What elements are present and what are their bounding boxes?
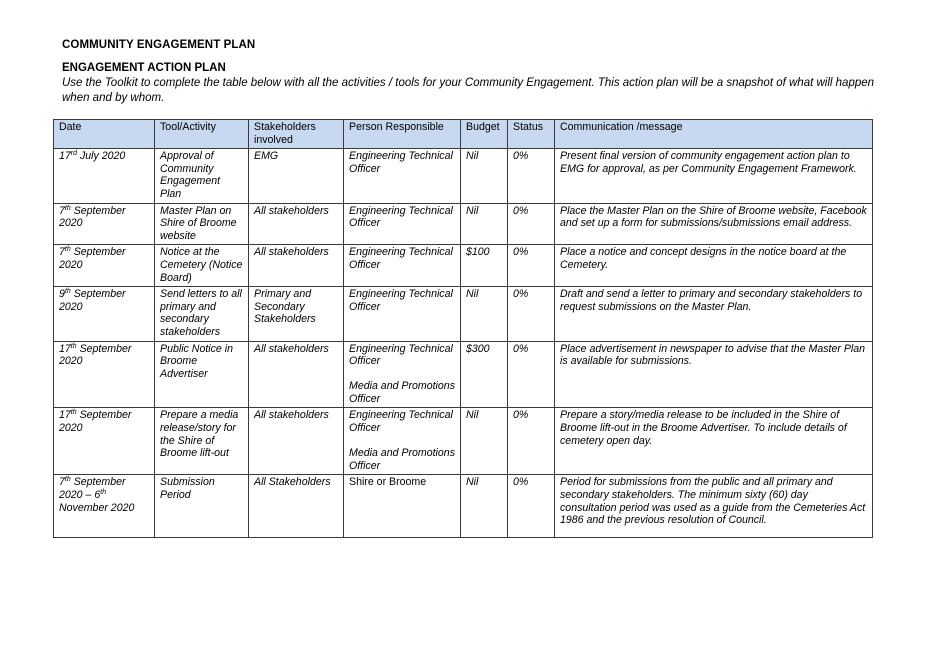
section-title: ENGAGEMENT ACTION PLAN: [62, 62, 226, 74]
table-row: [54, 245, 873, 287]
cell-date: 7th September 2020 – 6th November 2020: [54, 475, 155, 538]
cell-stakeholders: All stakeholders: [249, 245, 344, 287]
cell-budget: Nil: [461, 203, 508, 245]
cell-person: Engineering Technical Officer Media and Promotions Officer: [344, 408, 461, 475]
table-row: [54, 408, 873, 475]
cell-status: 0%: [508, 203, 555, 245]
cell-date: 9th September 2020: [54, 287, 155, 341]
cell-budget: Nil: [461, 149, 508, 203]
cell-date: 17th September 2020: [54, 408, 155, 475]
header-budget: Budget: [461, 120, 508, 149]
cell-person: Engineering Technical Officer Media and Promotions Officer: [344, 341, 461, 408]
header-communication: Communication /message: [555, 120, 873, 149]
table-row: [54, 475, 873, 538]
cell-status: 0%: [508, 341, 555, 408]
cell-tool: Prepare a media release/story for the Shire of Broome lift-out: [155, 408, 249, 475]
cell-tool: Master Plan on Shire of Broome website: [155, 203, 249, 245]
cell-status: 0%: [508, 408, 555, 475]
cell-person: Engineering Technical Officer: [344, 203, 461, 245]
cell-message: Place the Master Plan on the Shire of Broome website, Facebook and set up a form for submissions/submissions email address.: [555, 203, 873, 245]
cell-person: Engineering Technical Officer: [344, 245, 461, 287]
header-tool-activity: Tool/Activity: [155, 120, 249, 149]
table-row: [54, 341, 873, 408]
cell-tool: Public Notice in Broome Advertiser: [155, 341, 249, 408]
cell-tool: Send letters to all primary and secondary stakeholders: [155, 287, 249, 341]
cell-budget: $300: [461, 341, 508, 408]
header-status: Status: [508, 120, 555, 149]
cell-message: Prepare a story/media release to be included in the Shire of Broome lift-out in the Broome Advertiser. To include details of cemetery open day.: [555, 408, 873, 475]
cell-stakeholders: EMG: [249, 149, 344, 203]
cell-stakeholders: All stakeholders: [249, 341, 344, 408]
table-row: [54, 203, 873, 245]
cell-tool: Notice at the Cemetery (Notice Board): [155, 245, 249, 287]
cell-date: 17th September 2020: [54, 341, 155, 408]
header-stakeholders: Stakeholders involved: [249, 120, 344, 149]
cell-tool: Submission Period: [155, 475, 249, 538]
cell-budget: Nil: [461, 475, 508, 538]
cell-date: 7th September 2020: [54, 203, 155, 245]
cell-stakeholders: All Stakeholders: [249, 475, 344, 538]
table-header-row: [54, 120, 873, 149]
cell-status: 0%: [508, 475, 555, 538]
cell-stakeholders: Primary and Secondary Stakeholders: [249, 287, 344, 341]
cell-stakeholders: All stakeholders: [249, 408, 344, 475]
engagement-action-table: [53, 119, 873, 538]
cell-budget: Nil: [461, 408, 508, 475]
cell-status: 0%: [508, 245, 555, 287]
cell-message: Period for submissions from the public and all primary and secondary stakeholders. The minimum sixty (60) day consultation period was used as a guide from the Cemeteries Act 1986 and the previous resolution of Council.: [555, 475, 873, 538]
cell-person: Engineering Technical Officer: [344, 287, 461, 341]
header-person-responsible: Person Responsible: [344, 120, 461, 149]
cell-message: Place advertisement in newspaper to advise that the Master Plan is available for submissions.: [555, 341, 873, 408]
cell-stakeholders: All stakeholders: [249, 203, 344, 245]
instructions-text: Use the Toolkit to complete the table below with all the activities / tools for your Community Engagement. This action plan will be a snapshot of what will happen when and by whom.: [62, 77, 875, 104]
cell-date: 17rd July 2020: [54, 149, 155, 203]
cell-budget: Nil: [461, 287, 508, 341]
cell-tool: Approval of Community Engagement Plan: [155, 149, 249, 203]
cell-message: Place a notice and concept designs in the notice board at the Cemetery.: [555, 245, 873, 287]
cell-message: Present final version of community engagement action plan to EMG for approval, as per Community Engagement Framework.: [555, 149, 873, 203]
cell-date: 7th September 2020: [54, 245, 155, 287]
cell-budget: $100: [461, 245, 508, 287]
table-row: [54, 149, 873, 203]
cell-message: Draft and send a letter to primary and secondary stakeholders to request submissions on the Master Plan.: [555, 287, 873, 341]
header-date: Date: [54, 120, 155, 149]
cell-status: 0%: [508, 149, 555, 203]
cell-person: Shire or Broome: [344, 475, 461, 538]
table-row: [54, 287, 873, 341]
cell-status: 0%: [508, 287, 555, 341]
cell-person: Engineering Technical Officer: [344, 149, 461, 203]
document-title: COMMUNITY ENGAGEMENT PLAN: [62, 39, 256, 51]
